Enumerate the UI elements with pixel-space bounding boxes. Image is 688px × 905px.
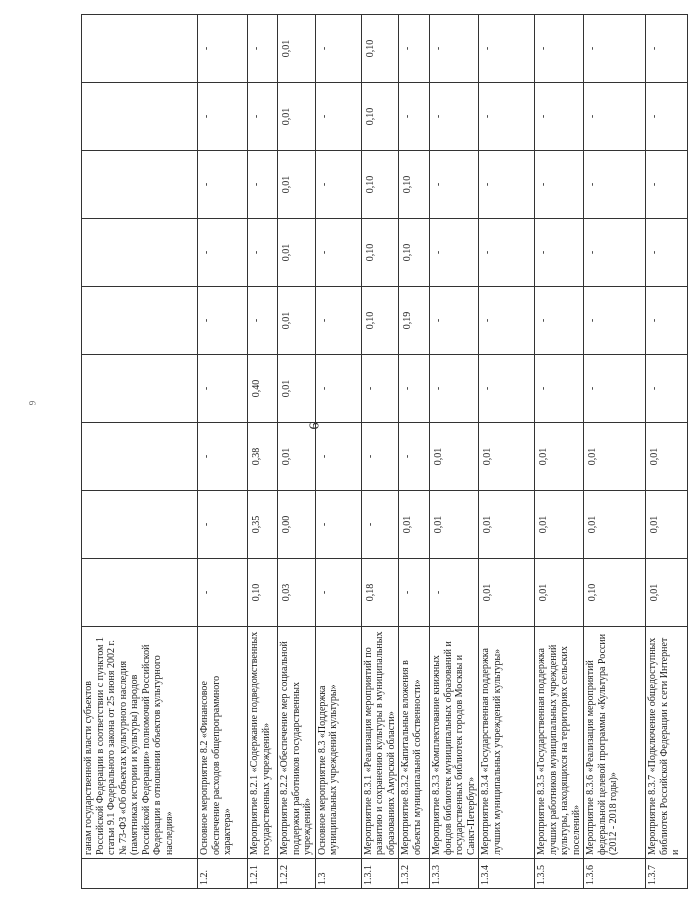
- year-value-cell: -: [584, 287, 646, 355]
- year-value-cell: [82, 355, 198, 423]
- year-value-cell: -: [315, 287, 361, 355]
- year-value-cell: -: [535, 151, 584, 219]
- year-value-cell: -: [361, 491, 399, 559]
- year-value-cell: 0,01: [535, 423, 584, 491]
- table-row: [82, 15, 198, 889]
- year-value-cell: [82, 83, 198, 151]
- year-value-cell: -: [248, 151, 278, 219]
- year-value-cell: -: [479, 287, 535, 355]
- table-body: [82, 15, 688, 889]
- year-value-cell: [82, 219, 198, 287]
- year-value-cell: -: [584, 83, 646, 151]
- year-value-cell: 0,01: [479, 423, 535, 491]
- activity-name: Основное мероприятие 8.3 «Поддержка муниципальных учреждений культуры»: [315, 627, 361, 859]
- page-number: 6: [307, 422, 323, 430]
- year-value-cell: -: [479, 151, 535, 219]
- year-value-cell: 0,19: [399, 287, 430, 355]
- year-value-cell: -: [198, 491, 248, 559]
- year-value-cell: -: [535, 15, 584, 83]
- activity-name: Мероприятие 8.3.6 «Реализация мероприятий федеральной целевой программы «Культура России (2012 - 2018 годы)»: [584, 627, 646, 859]
- year-value-cell: 0,10: [399, 151, 430, 219]
- year-value-cell: 0,01: [584, 423, 646, 491]
- table-row: [198, 15, 248, 889]
- table-row: [248, 15, 278, 889]
- year-value-cell: 0,01: [479, 559, 535, 627]
- row-number: 1.2.1: [248, 859, 278, 889]
- year-value-cell: -: [198, 423, 248, 491]
- year-value-cell: -: [479, 15, 535, 83]
- year-value-cell: 0,40: [248, 355, 278, 423]
- activity-name: Мероприятие 8.3.7 «Подключение общедоступных библиотек Российской Федерации к сети Интернет и: [646, 627, 688, 859]
- year-value-cell: -: [584, 219, 646, 287]
- table-row: [479, 15, 535, 889]
- table-row: [430, 15, 479, 889]
- row-number: 1.3.6: [584, 859, 646, 889]
- year-value-cell: 0,10: [399, 219, 430, 287]
- year-value-cell: -: [430, 287, 479, 355]
- year-value-cell: 0,10: [361, 83, 399, 151]
- year-value-cell: -: [479, 83, 535, 151]
- year-value-cell: -: [430, 219, 479, 287]
- row-number: 1.3.4: [479, 859, 535, 889]
- year-value-cell: -: [430, 355, 479, 423]
- row-number: 1.3.3: [430, 859, 479, 889]
- year-value-cell: 0,01: [278, 423, 316, 491]
- year-value-cell: [82, 151, 198, 219]
- table-row: [278, 15, 316, 889]
- year-value-cell: 0,10: [361, 15, 399, 83]
- year-value-cell: 0,01: [278, 219, 316, 287]
- table-row: [399, 15, 430, 889]
- year-value-cell: 0,00: [278, 491, 316, 559]
- year-value-cell: -: [584, 151, 646, 219]
- year-value-cell: 0,01: [646, 423, 688, 491]
- row-number: [82, 859, 198, 889]
- row-number: 1.3.2: [399, 859, 430, 889]
- row-number: 1.3.1: [361, 859, 399, 889]
- activity-name: Мероприятие 8.3.3 «Комплектование книжных фондов библиотек муниципальных образований и государственных библиотек городов Москвы и Санкт-Петербург»: [430, 627, 479, 859]
- year-value-cell: -: [584, 355, 646, 423]
- year-value-cell: -: [430, 151, 479, 219]
- year-value-cell: -: [315, 559, 361, 627]
- row-number: 1.3: [315, 859, 361, 889]
- activity-name: Мероприятие 8.3.2 «Капитальные вложения в объекты муниципальной собственности»: [399, 627, 430, 859]
- year-value-cell: -: [399, 15, 430, 83]
- year-value-cell: -: [315, 423, 361, 491]
- year-value-cell: -: [399, 423, 430, 491]
- activity-name: Мероприятие 8.2.1 «Содержание подведомственных государственных учреждений»: [248, 627, 278, 859]
- year-value-cell: 0,35: [248, 491, 278, 559]
- activity-name: ганам государственной власти субъектов Российской Федерации в соответствии с пунктом 1 статьи 9.1 Федерального закона от 25 июня 2002 г. № 73-ФЗ «Об объектах культурного наследия (памятниках истории и культуры) народов Российской Федерации» полномочий Российской Федерации в отношении объектов культурного наследия»: [82, 627, 198, 859]
- year-value-cell: -: [198, 355, 248, 423]
- year-value-cell: 0,01: [646, 559, 688, 627]
- year-value-cell: [82, 491, 198, 559]
- year-value-cell: -: [399, 83, 430, 151]
- row-number: 1.3.7: [646, 859, 688, 889]
- year-value-cell: -: [315, 219, 361, 287]
- year-value-cell: 0,01: [430, 423, 479, 491]
- table-row: [315, 15, 361, 889]
- year-value-cell: -: [198, 15, 248, 83]
- table-row: [535, 15, 584, 889]
- year-value-cell: -: [248, 219, 278, 287]
- year-value-cell: 0,03: [278, 559, 316, 627]
- activity-name: Основное мероприятие 8.2 «Финансовое обеспечение расходов общепрограммного характера»: [198, 627, 248, 859]
- year-value-cell: 0,18: [361, 559, 399, 627]
- year-value-cell: 0,01: [278, 15, 316, 83]
- year-value-cell: -: [479, 219, 535, 287]
- year-value-cell: 0,10: [361, 219, 399, 287]
- year-value-cell: -: [198, 219, 248, 287]
- funding-table: [81, 14, 688, 889]
- activity-name: Мероприятие 8.3.1 «Реализация мероприятий по развитию и сохранению культуры в муниципальных образованиях Амурской области»: [361, 627, 399, 859]
- year-value-cell: -: [399, 355, 430, 423]
- year-value-cell: 0,10: [361, 287, 399, 355]
- margin-mark: 9: [27, 400, 38, 406]
- year-value-cell: 0,01: [399, 491, 430, 559]
- year-value-cell: -: [646, 15, 688, 83]
- year-value-cell: -: [315, 151, 361, 219]
- year-value-cell: -: [535, 355, 584, 423]
- year-value-cell: 0,10: [584, 559, 646, 627]
- year-value-cell: -: [248, 15, 278, 83]
- year-value-cell: 0,38: [248, 423, 278, 491]
- year-value-cell: -: [646, 151, 688, 219]
- table-row: [646, 15, 688, 889]
- year-value-cell: -: [248, 287, 278, 355]
- year-value-cell: -: [430, 15, 479, 83]
- year-value-cell: -: [646, 219, 688, 287]
- year-value-cell: 0,01: [535, 559, 584, 627]
- activity-name: Мероприятие 8.3.5 «Государственная поддержка лучших работников муниципальных учреждений культуры, находящихся на территориях сельских поселений»: [535, 627, 584, 859]
- year-value-cell: -: [315, 83, 361, 151]
- year-value-cell: -: [584, 15, 646, 83]
- year-value-cell: 0,01: [278, 83, 316, 151]
- year-value-cell: -: [361, 355, 399, 423]
- year-value-cell: [82, 287, 198, 355]
- year-value-cell: -: [430, 83, 479, 151]
- year-value-cell: 0,01: [278, 287, 316, 355]
- year-value-cell: 0,01: [430, 491, 479, 559]
- year-value-cell: -: [198, 287, 248, 355]
- year-value-cell: -: [248, 83, 278, 151]
- year-value-cell: [82, 559, 198, 627]
- year-value-cell: -: [535, 287, 584, 355]
- year-value-cell: [82, 423, 198, 491]
- year-value-cell: -: [646, 355, 688, 423]
- row-number: 1.2.2: [278, 859, 316, 889]
- rotated-table-container: [81, 39, 681, 889]
- year-value-cell: 0,01: [646, 491, 688, 559]
- year-value-cell: -: [315, 355, 361, 423]
- year-value-cell: 0,01: [584, 491, 646, 559]
- year-value-cell: -: [315, 15, 361, 83]
- year-value-cell: 0,10: [248, 559, 278, 627]
- year-value-cell: -: [198, 151, 248, 219]
- year-value-cell: -: [361, 423, 399, 491]
- year-value-cell: 0,01: [278, 151, 316, 219]
- year-value-cell: -: [646, 287, 688, 355]
- year-value-cell: -: [646, 83, 688, 151]
- activity-name: Мероприятие 8.2.2 «Обеспечение мер социальной поддержки работников государственных учреждений»: [278, 627, 316, 859]
- year-value-cell: -: [535, 83, 584, 151]
- year-value-cell: -: [198, 83, 248, 151]
- year-value-cell: -: [198, 559, 248, 627]
- year-value-cell: -: [315, 491, 361, 559]
- year-value-cell: -: [399, 559, 430, 627]
- year-value-cell: -: [430, 559, 479, 627]
- table-row: [584, 15, 646, 889]
- year-value-cell: 0,10: [361, 151, 399, 219]
- year-value-cell: 0,01: [479, 491, 535, 559]
- year-value-cell: 0,01: [535, 491, 584, 559]
- year-value-cell: [82, 15, 198, 83]
- year-value-cell: -: [479, 355, 535, 423]
- year-value-cell: 0,01: [278, 355, 316, 423]
- activity-name: Мероприятие 8.3.4 «Государственная поддержка лучших муниципальных учреждений культуры»: [479, 627, 535, 859]
- row-number: 1.3.5: [535, 859, 584, 889]
- year-value-cell: -: [535, 219, 584, 287]
- table-row: [361, 15, 399, 889]
- row-number: 1.2.: [198, 859, 248, 889]
